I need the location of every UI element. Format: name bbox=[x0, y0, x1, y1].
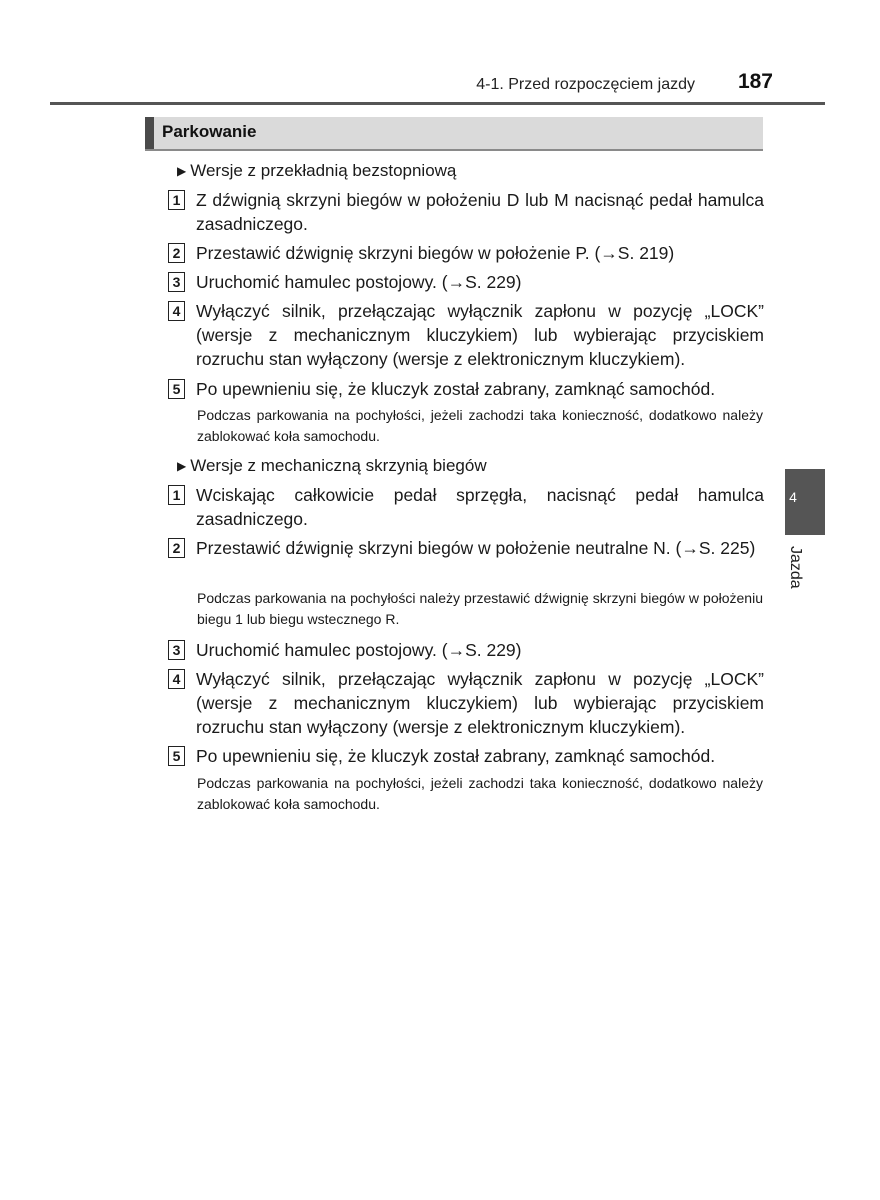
step-text: Wciskając całkowicie pedał sprzęgła, nacisnąć pedał hamulca zasadniczego. bbox=[196, 485, 764, 529]
triangle-bullet-icon: ▶ bbox=[177, 459, 187, 473]
chapter-tab bbox=[785, 469, 825, 535]
step-number: 5 bbox=[168, 746, 185, 766]
step-text: Po upewnieniu się, że kluczyk został zabrany, zamknąć samochód. bbox=[196, 379, 716, 399]
subheading-cvt bbox=[177, 159, 456, 184]
title-accent bbox=[145, 117, 154, 149]
manual-step-5 bbox=[168, 744, 764, 768]
step-text: Z dźwignią skrzyni biegów w położeniu D lub M nacisnąć pedał hamulca zasadniczego. bbox=[196, 190, 764, 234]
step-number: 3 bbox=[168, 272, 185, 292]
page-header bbox=[50, 66, 825, 105]
section-title: 4-1. Przed rozpoczęciem jazdy bbox=[476, 76, 695, 93]
manual-step-4 bbox=[168, 667, 764, 739]
step-text: Przestawić dźwignię skrzyni biegów w położenie neutralne N. (→S. 225) bbox=[196, 538, 756, 558]
step-number: 1 bbox=[168, 485, 185, 505]
manual-note-5: Podczas parkowania na pochyłości, jeżeli zachodzi taka konieczność, dodatkowo należy zablokować koła samochodu. bbox=[197, 775, 763, 812]
title-bar bbox=[145, 117, 763, 151]
cvt-note-5: Podczas parkowania na pochyłości, jeżeli zachodzi taka konieczność, dodatkowo należy zablokować koła samochodu. bbox=[197, 407, 763, 444]
page-number: 187 bbox=[737, 70, 773, 93]
step-number: 4 bbox=[168, 669, 185, 689]
step-text: Uruchomić hamulec postojowy. (→S. 229) bbox=[196, 640, 522, 660]
step-number: 3 bbox=[168, 640, 185, 660]
step-number: 2 bbox=[168, 243, 185, 263]
manual-step-3 bbox=[168, 638, 764, 662]
manual-step-2 bbox=[168, 536, 764, 560]
step-text: Po upewnieniu się, że kluczyk został zabrany, zamknąć samochód. bbox=[196, 746, 716, 766]
step-text: Przestawić dźwignię skrzyni biegów w położenie P. (→S. 219) bbox=[196, 243, 675, 263]
step-text: Wyłączyć silnik, przełączając wyłącznik zapłonu w pozycję „LOCK” (wersje z mechanicznym kluczykiem) lub wybierając przyciskiem rozruchu stan wyłączony (wersje z elektronicznym kluczykiem). bbox=[196, 669, 764, 737]
cvt-step-4 bbox=[168, 299, 764, 371]
subheading-cvt-label: Wersje z przekładnią bezstopniową bbox=[190, 161, 457, 180]
step-number: 4 bbox=[168, 301, 185, 321]
cvt-step-1 bbox=[168, 188, 764, 236]
triangle-bullet-icon: ▶ bbox=[177, 164, 187, 178]
step-number: 2 bbox=[168, 538, 185, 558]
chapter-number: 4 bbox=[789, 489, 797, 505]
subheading-manual-label: Wersje z mechaniczną skrzynią biegów bbox=[190, 456, 487, 475]
chapter-label-text: Jazda bbox=[787, 546, 804, 589]
page-title: Parkowanie bbox=[162, 122, 257, 141]
step-text: Wyłączyć silnik, przełączając wyłącznik zapłonu w pozycję „LOCK” (wersje z mechanicznym kluczykiem) lub wybierając przyciskiem rozruchu stan wyłączony (wersje z elektronicznym kluczykiem). bbox=[196, 301, 764, 369]
chapter-label bbox=[786, 546, 806, 606]
manual-note-2: Podczas parkowania na pochyłości należy przestawić dźwignię skrzyni biegów w położeniu biegu 1 lub biegu wstecznego R. bbox=[197, 590, 763, 627]
manual-step-1 bbox=[168, 483, 764, 531]
step-number: 1 bbox=[168, 190, 185, 210]
step-text: Uruchomić hamulec postojowy. (→S. 229) bbox=[196, 272, 522, 292]
cvt-step-3 bbox=[168, 270, 764, 294]
step-number: 5 bbox=[168, 379, 185, 399]
cvt-step-5 bbox=[168, 377, 764, 401]
cvt-step-2 bbox=[168, 241, 764, 265]
subheading-manual bbox=[177, 454, 487, 479]
